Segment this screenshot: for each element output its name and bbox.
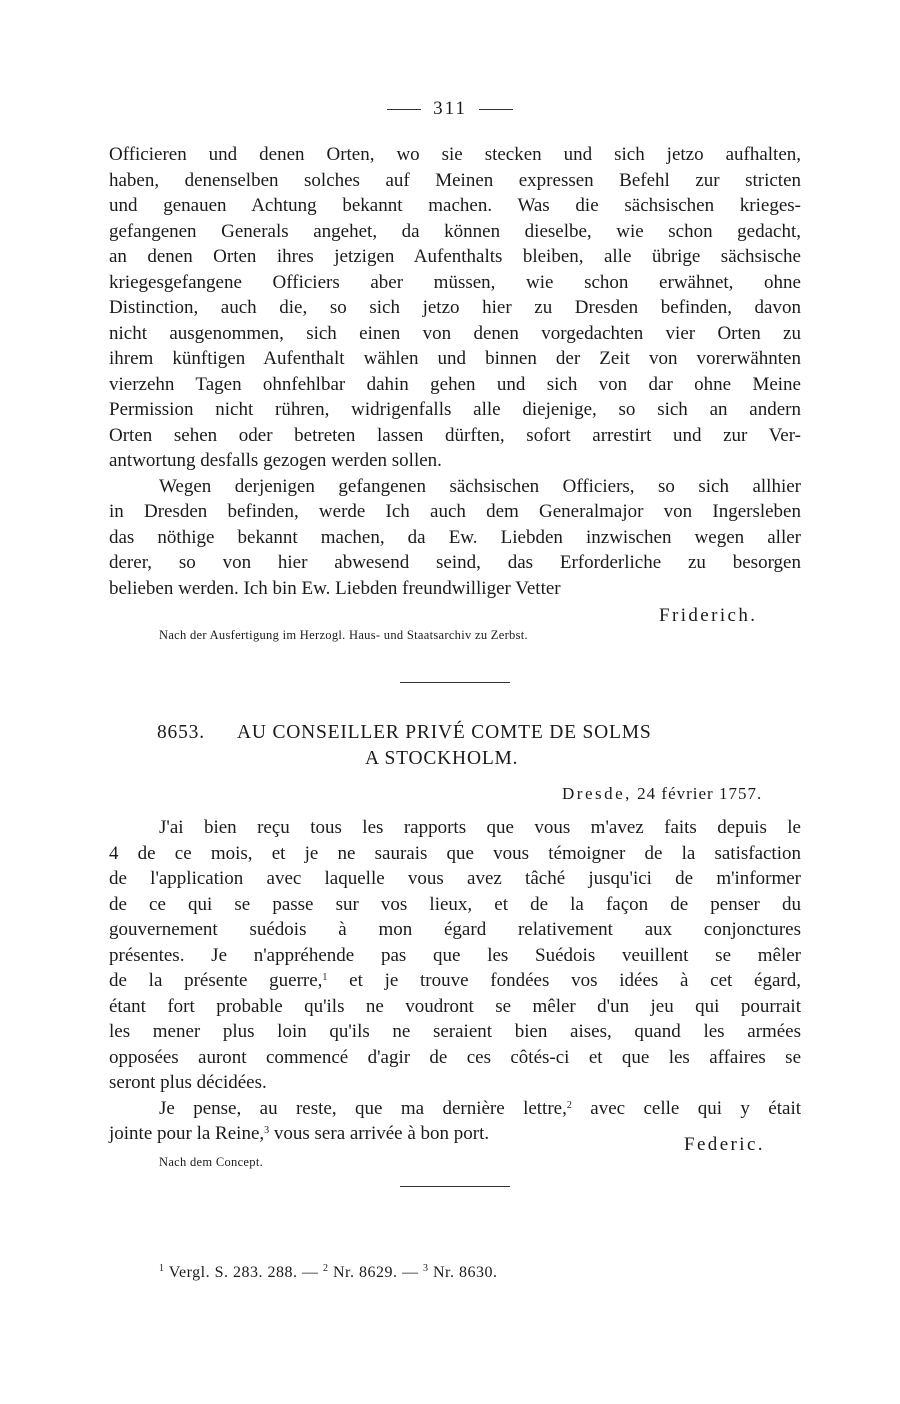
text-line: Permission nicht rühren, widrigenfalls alle diejenige, so sich an andern <box>109 399 801 420</box>
footnote-ref-2[interactable]: 2 <box>566 1099 572 1111</box>
letter1-body <box>109 142 801 601</box>
page-number-dash-right <box>479 109 513 110</box>
text-line: J'ai bien reçu tous les rapports que vous m'avez faits depuis le <box>159 817 801 838</box>
text-line: kriegesgefangene Officiers aber müssen, wie schon erwähnet, ohne <box>109 271 801 293</box>
page-number-dash-left <box>387 109 421 110</box>
footnote-mark-3: 3 <box>422 1263 429 1274</box>
letter1-source-note: Nach der Ausfertigung im Herzogl. Haus- und Staatsarchiv zu Zerbst. <box>159 628 528 642</box>
section-divider-1 <box>400 682 510 683</box>
footnote-mark-2: 2 <box>322 1263 329 1274</box>
section-divider-2 <box>400 1186 510 1187</box>
text-line: Je pense, au reste, que ma dernière lettre,$^2$ avec celle qui y était <box>159 1097 802 1119</box>
text-line: belieben werden. Ich bin Ew. Liebden freundwilliger Vetter <box>109 577 561 599</box>
footnote-1-text: Vergl. S. 283. 288. — <box>168 1264 319 1281</box>
date-text: 24 février 1757. <box>637 784 763 803</box>
footnote-ref-1[interactable]: 1 <box>322 972 328 983</box>
letter2-paragraph1-rest <box>109 994 801 1096</box>
text-line: an denen Orten ihres jetzigen Aufenthalts bleiben, alle übrige sächsische <box>109 246 801 267</box>
letter2-title-line2: A STOCKHOLM. <box>365 748 519 769</box>
text-line: présentes. Je n'appréhende pas que les Suédois veuillent se mêler <box>109 944 801 966</box>
text-line: antwortung desfalls gezogen werden sollen. <box>109 450 442 471</box>
letter2-paragraph1 <box>109 815 801 968</box>
footnote-2-text: Nr. 8629. — <box>332 1264 419 1281</box>
text-line: vierzehn Tagen ohnfehlbar dahin gehen und sich von dar ohne Meine <box>109 373 801 395</box>
text-line: gouvernement suédois à mon égard relativement aux conjonctures <box>109 919 801 940</box>
letter2-title-line1: AU CONSEILLER PRIVÉ COMTE DE SOLMS <box>237 722 652 743</box>
text-line: gefangenen Generals angehet, da können dieselbe, wie schon gedacht, <box>109 220 801 242</box>
text-line: Officieren und denen Orten, wo sie stecken und sich jetzo aufhalten, <box>109 144 801 165</box>
letter-number: 8653. <box>157 722 205 743</box>
text-line: in Dresden befinden, werde Ich auch dem Generalmajor von Ingersleben <box>109 501 801 522</box>
text-line: de la présente guerre,$^1$ et je trouve fondées vos idées à cet égard, <box>109 970 801 991</box>
text-line: und genauen Achtung bekannt machen. Was die sächsischen krieges- <box>109 195 801 216</box>
text-line: ihrem künftigen Aufenthalt wählen und binnen der Zeit von vorerwähnten <box>109 348 801 369</box>
text-line: Orten sehen oder betreten lassen dürften, sofort arrestirt und zur Ver- <box>109 424 801 446</box>
text-line: de ce qui se passe sur vos lieux, et de la façon de penser du <box>109 893 801 915</box>
letter2-signature: Federic. <box>684 1134 765 1155</box>
letter2-source-note: Nach dem Concept. <box>159 1155 264 1169</box>
text-line: nicht ausgenommen, sich einen von denen vorgedachten vier Orten zu <box>109 322 801 344</box>
text-line: jointe pour la Reine,$^3$ vous sera arrivée à bon port. <box>109 1123 490 1144</box>
text-line: seront plus décidées. <box>109 1072 267 1093</box>
text-line: Distinction, auch die, so sich jetzo hier zu Dresden befinden, davon <box>109 297 801 318</box>
text-line: les mener plus loin qu'ils ne seraient bien aises, quand les armées <box>109 1021 801 1042</box>
page-number-text: 311 <box>433 98 467 119</box>
text-line: opposées auront commencé d'agir de ces côtés-ci et que les affaires se <box>109 1046 801 1068</box>
footnotes <box>159 1264 497 1282</box>
text-line: 4 de ce mois, et je ne saurais que vous témoigner de la satisfaction <box>109 842 801 864</box>
footnote-ref-3[interactable]: 3 <box>264 1125 270 1136</box>
date-place: Dresde, <box>562 784 632 803</box>
footnote-mark-1: 1 <box>159 1263 165 1274</box>
letter1-signature: Friderich. <box>659 605 758 626</box>
text-line: haben, denenselben solches auf Meinen expressen Befehl zur stricten <box>109 169 801 191</box>
text-line: de l'application avec laquelle vous avez tâché jusqu'ici de m'informer <box>109 868 801 889</box>
text-line: Wegen derjenigen gefangenen sächsischen Officiers, so sich allhier <box>159 475 801 497</box>
text-line: derer, so von hier abwesend seind, das Erforderliche zu besorgen <box>109 552 801 573</box>
letter2-dateline <box>562 784 762 804</box>
text-line: das nöthige bekannt machen, da Ew. Liebden inzwischen wegen aller <box>109 526 801 548</box>
letter2-body <box>109 815 801 1147</box>
footnote-3-text: Nr. 8630. <box>432 1264 498 1281</box>
page-number <box>0 98 900 120</box>
text-line: étant fort probable qu'ils ne voudront se mêler d'un jeu qui pourrait <box>109 995 801 1017</box>
